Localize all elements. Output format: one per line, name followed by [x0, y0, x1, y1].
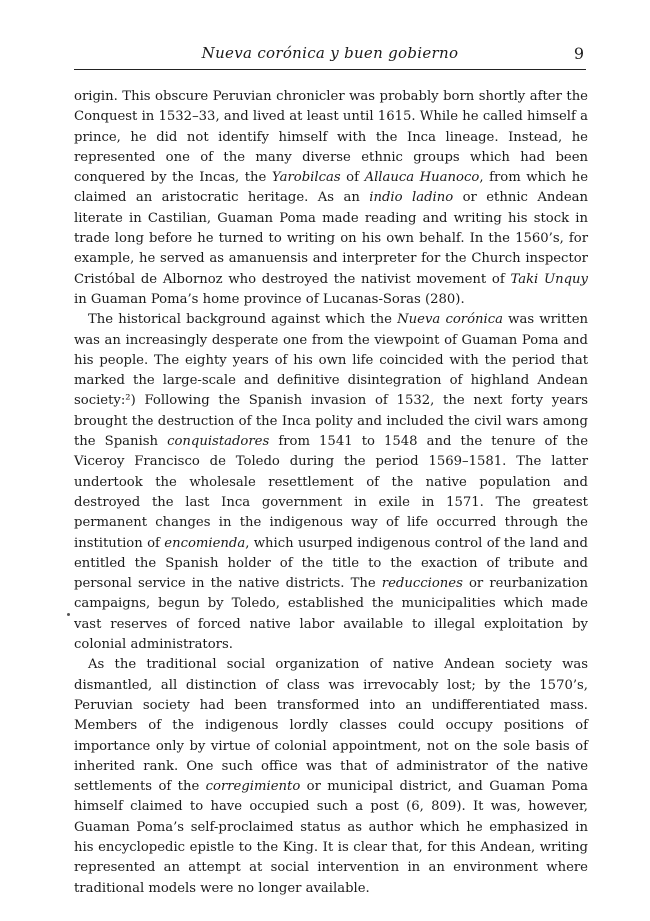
text-segment: or ethnic Andean literate in Castilian, Guaman Poma made reading and writing his stock in trade long before he turned to writing on his own behalf. In the 1560’s, for example, he served as amanuensis and interpreter for the Church inspector Cristóbal de Albornoz who destroyed the nativist movement of — [74, 190, 588, 287]
paragraph-2 — [74, 310, 588, 655]
text-segment: As the traditional social organization of native Andean society was dismantled, all distinction of class was irrevocably lost; by the 1570’s, Peruvian society had been transformed into an undifferentiated mass. Members of the indigenous lordly classes could occupy positions of importance only by virtue of colonial appointment, not on the sole basis of inherited rank. One such office was that of administrator of the native settlements of the — [74, 657, 588, 795]
italic-term: Allauca Huanoco — [364, 170, 480, 186]
header-rule — [74, 69, 586, 70]
italic-term: conquistadores — [167, 434, 270, 450]
italic-term: indio ladino — [369, 190, 454, 206]
text-segment: , which usurped indigenous control of the land and entitled the Spanish holder of the title to the exaction of tribute and personal service in the native districts. The — [74, 535, 588, 592]
page-number: 9 — [573, 44, 584, 63]
text-segment: or reurbanization campaigns, begun by Toledo, established the municipalities which made vast reserves of forced native labor available to illegal exploitation by colonial administrators. — [74, 576, 588, 653]
body-text — [74, 87, 588, 899]
text-segment: was written was an increasingly desperate one from the viewpoint of Guaman Poma and his people. The eighty years of his own life coincided with the period that marked the large-scale and definitive disintegration of highland Andean society:²) Following the Spanish invasion of 1532, the next forty years brought the destruction of the Inca polity and included the civil wars among the Spanish — [74, 312, 588, 450]
text-segment: or municipal district, and Guaman Poma himself claimed to have occupied such a post (6, 809). It was, however, Guaman Poma’s self-proclaimed status as author which he emphasized in his encyclopedic epistle to the King. It is clear that, for this Andean, writing represented an attempt at social intervention in an environment where traditional models were no longer available. — [74, 779, 588, 896]
margin-mark — [67, 613, 70, 616]
paragraph-1 — [74, 87, 588, 310]
italic-term: Taki Unquy — [510, 271, 588, 287]
paragraph-3 — [74, 655, 588, 899]
italic-term: Nueva corónica — [397, 312, 503, 328]
page-header — [74, 44, 586, 70]
text-segment: origin. This obscure Peruvian chronicler was probably born shortly after the Conquest in 1532–33, and lived at least until 1615. While he called himself a prince, he did not identify himself with the Inca lineage. Instead, he represented one of the many diverse ethnic groups which had been conquered by the Incas, the — [74, 89, 588, 186]
italic-term: encomienda — [164, 535, 246, 551]
text-segment: of — [340, 170, 365, 186]
italic-term: corregimiento — [205, 779, 301, 795]
text-segment: from 1541 to 1548 and the tenure of the Viceroy Francisco de Toledo during the period 1569–1581. The latter undertook the wholesale resettlement of the native population and destroyed the last Inca government in exile in 1571. The greatest permanent changes in the indigenous way of life occurred through the institution of — [74, 434, 588, 551]
text-segment: in Guaman Poma’s home province of Lucanas-Soras (280). — [74, 291, 465, 307]
text-segment: The historical background against which the — [88, 312, 398, 328]
italic-term: Yarobilcas — [271, 170, 341, 186]
text-segment: , from which he claimed an aristocratic heritage. As an — [74, 170, 588, 206]
running-title: Nueva corónica y buen gobierno — [201, 44, 459, 62]
italic-term: reducciones — [381, 576, 463, 592]
